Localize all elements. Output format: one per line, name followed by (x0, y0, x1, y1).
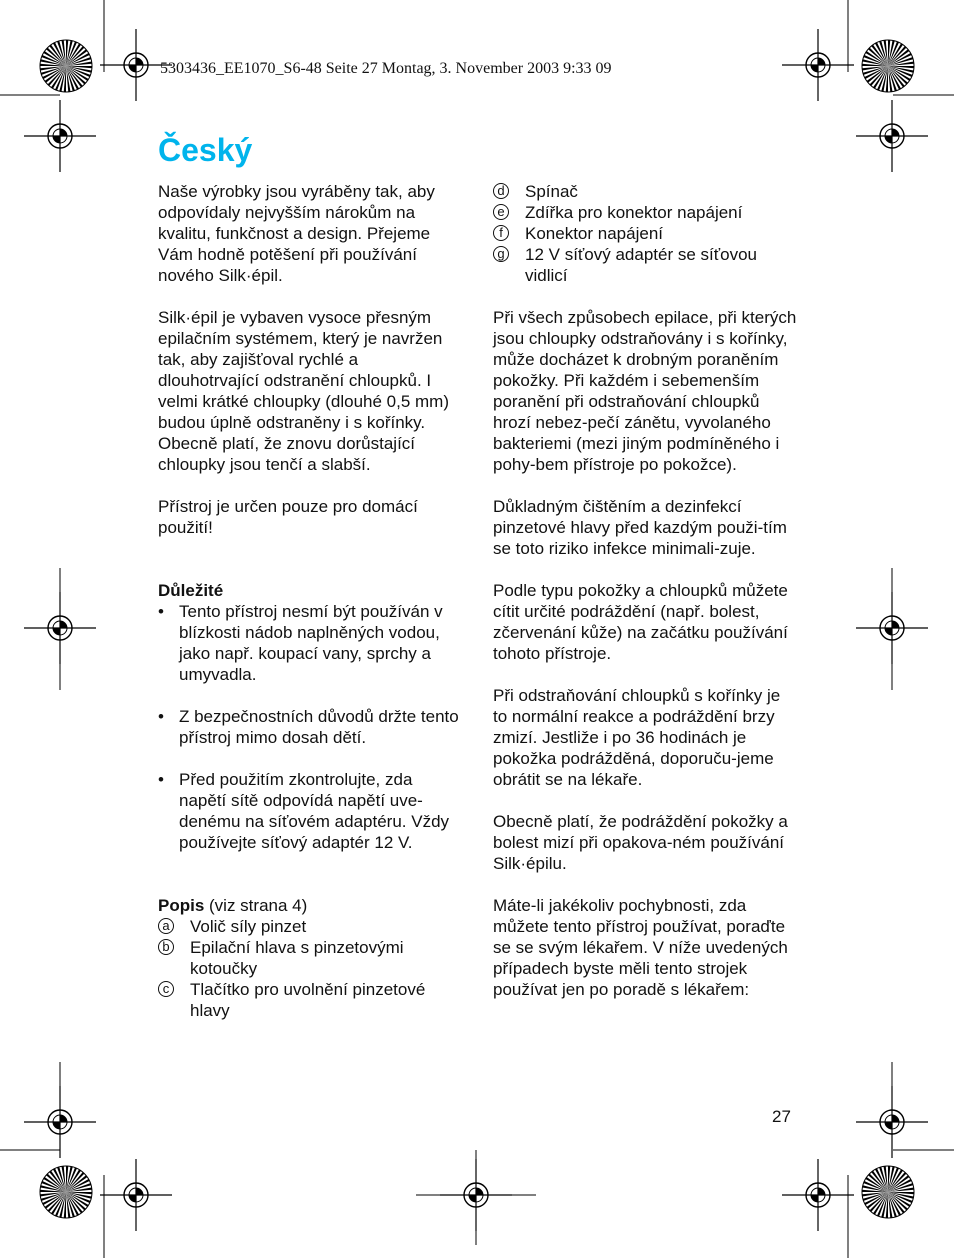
description-heading: Popis (158, 896, 205, 915)
registration-mark (856, 100, 928, 172)
star-target (40, 40, 92, 92)
part-text: Konektor napájení (525, 224, 663, 243)
body-paragraph: Důkladným čištěním a dezinfekcí pinzetové hlavy před kazdým použi-tím se toto riziko infekce minimali-zuje. (493, 497, 787, 558)
description-note: (viz strana 4) (204, 896, 308, 915)
parts-list (158, 916, 463, 1021)
registration-mark (782, 29, 854, 101)
part-letter-icon: e (493, 204, 509, 220)
part-text: Zdířka pro konektor napájení (525, 203, 743, 222)
part-item (493, 202, 798, 223)
part-item (493, 223, 798, 244)
registration-mark (100, 1159, 172, 1231)
star-target (862, 1166, 914, 1218)
parts-list (493, 181, 798, 286)
list-item-text: Tento přístroj nesmí být používán v blízkosti nádob naplněných vodou, jako např. koupací vany, sprchy a umyvadla. (179, 602, 443, 684)
left-column (158, 181, 463, 1021)
registration-mark (782, 1159, 854, 1231)
page-number: 27 (772, 1107, 791, 1126)
print-slug: 5303436_EE1070_S6-48 Seite 27 Montag, 3. November 2003 9:33 09 (160, 60, 612, 77)
list-item-text: Před použitím zkontrolujte, zda napětí sítě odpovídá napětí uve-denému na síťovém adaptéru. Vždy používejte síťový adaptér 12 V. (179, 770, 450, 852)
part-text: Volič síly pinzet (190, 917, 307, 936)
part-text: Epilační hlava s pinzetovými kotoučky (190, 938, 404, 978)
body-paragraph: Při odstraňování chloupků s kořínky je to normální reakce a podráždění brzy zmizí. Jestliže i po 36 hodinách je pokožka podrážděná, doporuču-jeme obrátit se na lékaře. (493, 686, 781, 789)
part-letter-icon: d (493, 183, 509, 199)
bullet-icon: • (158, 770, 164, 789)
part-letter-icon: c (158, 981, 174, 997)
list-item-text: Z bezpečnostních důvodů držte tento přístroj mimo dosah dětí. (179, 707, 459, 747)
body-paragraph: Obecně platí, že podráždění pokožky a bolest mizí při opakova-ném používání Silk·épilu. (493, 812, 788, 873)
body-paragraph: Podle typu pokožky a chloupků můžete cítit určité podráždění (např. bolest, zčervenání kůže) na začátku používání tohoto přístroje. (493, 581, 788, 663)
star-target (40, 1166, 92, 1218)
part-letter-icon: f (493, 225, 509, 241)
part-letter-icon: b (158, 939, 174, 955)
intro-paragraph: Silk·épil je vybaven vysoce přesným epilačním systémem, který je navržen tak, aby zajišťoval rychlé a dlouhotrvající odstranění chloupků. I velmi krátké chloupky (dlouhé 0,5 mm) budou úplně odstraněny i s kořínky. Obecně platí, že znovu dorůstající chloupky jsou tenčí a slabší. (158, 308, 450, 474)
important-heading: Důležité (158, 581, 224, 600)
list-item (158, 706, 463, 748)
bullet-icon: • (158, 602, 164, 621)
part-text: 12 V síťový adaptér se síťovou vidlicí (525, 245, 757, 285)
part-letter-icon: a (158, 918, 174, 934)
body-paragraph: Máte-li jakékoliv pochybnosti, zda můžete tento přístroj používat, poraďte se se svým lékařem. V níže uvedených případech byste měli tento strojek používat jen po poradě s lékařem: (493, 896, 788, 999)
part-item (493, 181, 798, 202)
part-text: Tlačítko pro uvolnění pinzetové hlavy (190, 980, 426, 1020)
body-paragraph: Při všech způsobech epilace, při kterých jsou chloupky odstraňovány i s kořínky, může docházet k drobným poraněním pokožky. Při každém i sebemenším poranění při odstraňování chloupků hrozí nebez-pečí zánětu, vyvolaného bakteriemi (mezi jiným podmíněného i pohy-bem přístroje po pokožce). (493, 308, 797, 474)
part-item (158, 979, 463, 1021)
right-column (493, 181, 798, 1000)
part-letter-icon: g (493, 246, 509, 262)
part-item (158, 916, 463, 937)
bullet-icon: • (158, 707, 164, 726)
list-item (158, 769, 463, 853)
description-heading-line (158, 895, 463, 916)
intro-paragraph: Naše výrobky jsou vyráběny tak, aby odpovídaly nejvyšším nárokům na kvalitu, funkčnost a design. Přejeme Vám hodně potěšení při používání nového Silk·épil. (158, 182, 435, 285)
registration-mark (24, 100, 96, 172)
part-item (493, 244, 798, 286)
intro-paragraph: Přístroj je určen pouze pro domácí použití! (158, 497, 418, 537)
part-item (158, 937, 463, 979)
important-list (158, 601, 463, 853)
part-text: Spínač (525, 182, 578, 201)
list-item (158, 601, 463, 685)
star-target (862, 40, 914, 92)
page-title: Český (158, 132, 253, 168)
